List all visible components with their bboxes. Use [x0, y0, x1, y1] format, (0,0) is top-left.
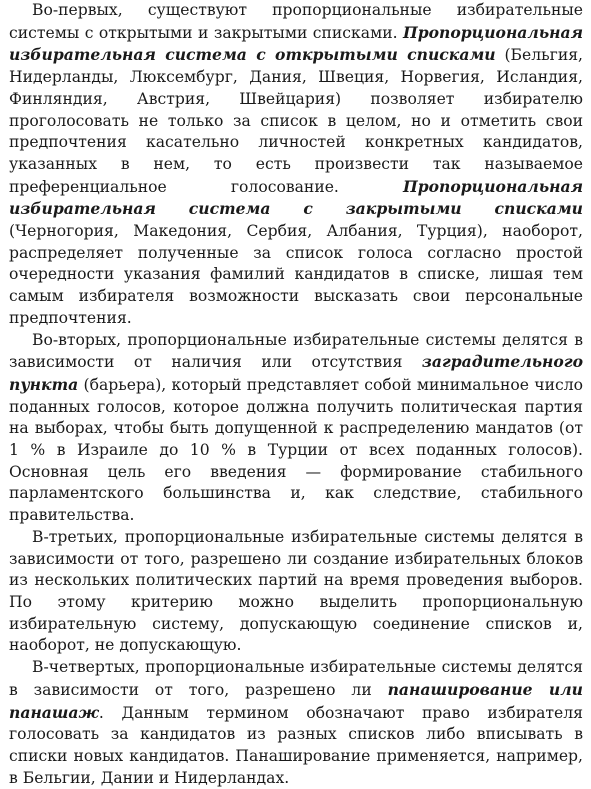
text-segment: В-третьих, пропорциональные избирательные системы делятся в зависимости от того, разрешено ли создание избирательных блоков из нескольких политических партий на время проведения выборов. По этому критерию можно выделить пропорциональную избирательную систему, допускающую соединение списков и, наоборот, не допускающую. [9, 527, 583, 655]
term-closed-lists: Пропорциональная избирательная система с закрытыми списками [9, 176, 583, 219]
text-segment: (барьера), который представляет собой минимальное число поданных голосов, которое должна получить политическая партия на выборах, чтобы быть допущенной к распределению мандатов (от 1 % в Израиле до 10 % в Турции от всех поданных голосов). Основная цель его введения — формирование стабильного парламентского большинства и, как следствие, стабильного правительства. [9, 375, 583, 525]
text-segment: Во-первых, существуют пропорциональные избирательные системы с открытыми и закрытыми списками. [9, 1, 583, 42]
text-segment: (Бельгия, Нидерланды, Люксембург, Дания, Швеция, Норвегия, Исландия, Финляндия, Австрия, Швейцария) позволяет избирателю проголосовать не только за список в целом, но и отметить свои предпочтения касательно личностей конкретных кандидатов, указанных в нем, то есть произвести так называемое преференциальное голосование. [9, 46, 584, 196]
paragraph-blocs [9, 527, 583, 657]
term-panachage: панаширование или панашаж [9, 679, 583, 722]
paragraph-open-closed-lists [9, 0, 583, 330]
text-segment: (Черногория, Македония, Сербия, Албания, Турция), наоборот, распределяет полученные за список голоса согласно простой очередности указания фамилий кандидатов в списке, лишая тем самым избирателя возможности высказать свои персональные предпочтения. [9, 222, 583, 327]
paragraph-panachage [9, 657, 583, 789]
term-threshold: заградительного пункта [9, 352, 583, 394]
paragraph-threshold [9, 330, 583, 527]
term-open-lists: Пропорциональная избирательная система с открытыми списками [9, 22, 583, 65]
document-page [9, 0, 583, 789]
text-segment: Во-вторых, пропорциональные избирательные системы делятся в зависимости от наличия или отсутствия [9, 330, 583, 372]
text-segment: В-четвертых, пропорциональные избирательные системы делятся в зависимости от того, разрешено ли [9, 658, 583, 699]
text-segment: . Данным термином обозначают право избирателя голосовать за кандидатов из разных списков либо вписывать в списки новых кандидатов. Панаширование применяется, например, в Бельгии, Дании и Нидерландах. [9, 703, 583, 787]
